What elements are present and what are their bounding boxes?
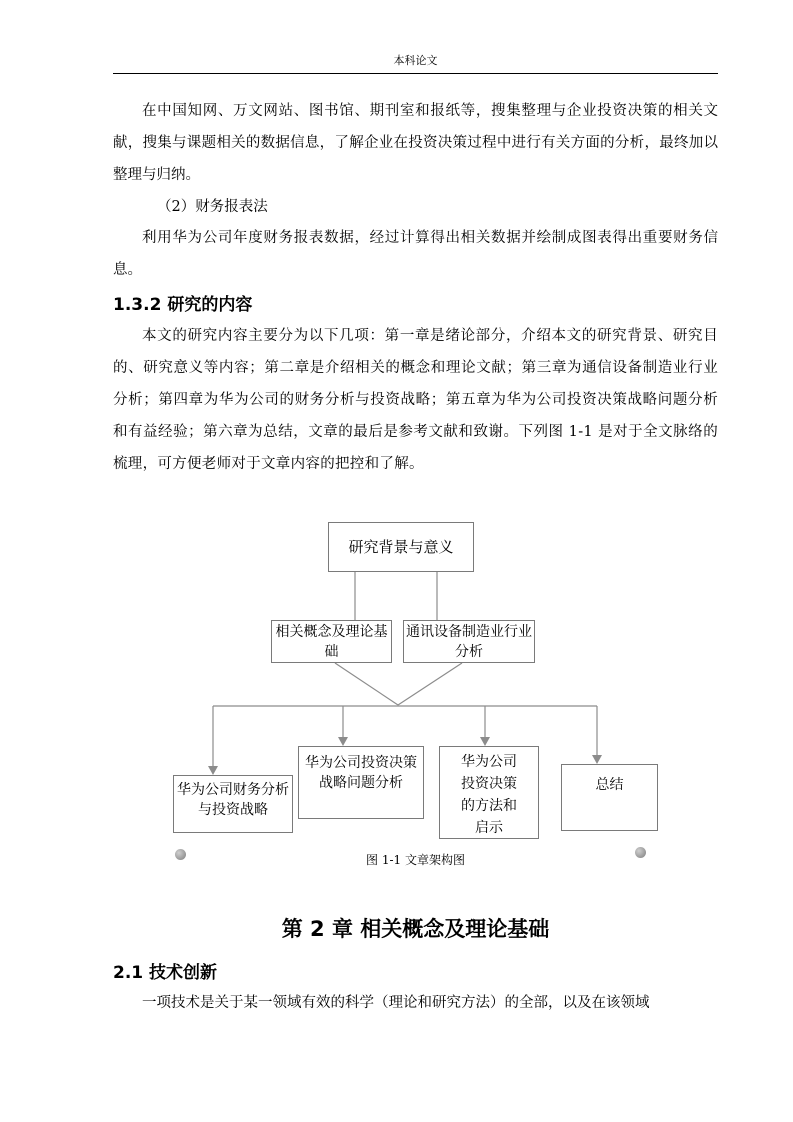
diagram-box-summary: 总结 bbox=[561, 764, 658, 831]
paragraph-literature-method: 在中国知网、万文网站、图书馆、期刊室和报纸等，搜集整理与企业投资决策的相关文献，搜集与课题相关的数据信息，了解企业在投资决策过程中进行有关方面的分析，最终加以整理与归纳。 bbox=[113, 103, 718, 183]
diagram-box-industry: 通讯设备制造业行业分析 bbox=[403, 620, 535, 663]
diagram-box-strategy-issues: 华为公司投资决策战略问题分析 bbox=[298, 746, 424, 819]
diagram-box-concepts: 相关概念及理论基础 bbox=[271, 620, 392, 663]
paragraph-research-content: 本文的研究内容主要分为以下几项：第一章是绪论部分，介绍本文的研究背景、研究目的、研究意义等内容；第二章是介绍相关的概念和理论文献；第三章为通信设备制造业行业分析；第四章为华为公司的财务分析与投资战略；第五章为华为公司投资决策战略问题分析和有益经验；第六章为总结，文章的最后是参考文献和致谢。下列图 1-1 是对于全文脉络的梳理，可方便老师对于文章内容的把控和了解。 bbox=[113, 328, 718, 472]
paragraph-financial-statement-method: 利用华为公司年度财务报表数据，经过计算得出相关数据并绘制成图表得出重要财务信息。 bbox=[113, 230, 718, 278]
diagram-box-methods: 华为公司投资决策的方法和启示 bbox=[439, 746, 539, 839]
paragraph-technology-definition: 一项技术是关于某一领域有效的科学（理论和研究方法）的全部，以及在该领域 bbox=[142, 995, 650, 1011]
chapter-heading-2: 第 2 章 相关概念及理论基础 bbox=[281, 917, 550, 941]
section-heading-2-1: 2.1 技术创新 bbox=[113, 963, 218, 983]
section-heading-1-3-2: 1.3.2 研究的内容 bbox=[113, 295, 253, 315]
page-header: 本科论文 bbox=[393, 54, 438, 67]
diagram-box-financial-analysis: 华为公司财务分析与投资战略 bbox=[173, 775, 293, 833]
figure-caption: 图 1-1 文章架构图 bbox=[366, 853, 465, 867]
paragraph-financial-statement-heading: （2）财务报表法 bbox=[157, 199, 268, 215]
diagram-box-background: 研究背景与意义 bbox=[328, 522, 474, 572]
